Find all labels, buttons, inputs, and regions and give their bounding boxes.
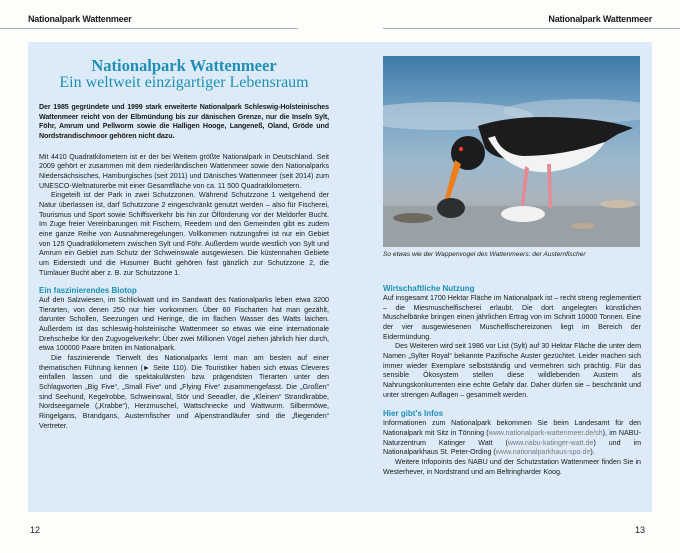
body-paragraph: Weitere Infopoints des NABU und der Schutzstation Wattenmeer finden Sie in Westerhever, in Nordstrand und am Beltringharder Koog. — [383, 457, 641, 476]
text-span: ) und im Nationalparkhaus St. Peter-Ording ( — [383, 438, 641, 457]
header-rule-right — [383, 28, 680, 29]
text-span: Informationen zum Nationalpark bekommen Sie beim Landesamt für den Nationalpark mit Sitz in Tönning ( — [383, 419, 641, 437]
body-paragraph: Die faszinierende Tierwelt des Nationalparks lernt man am besten auf einer thematischen Führung kennen (► Seite 110). Die Touristiker haben sich etwas Cleveres einfallen lassen und die spektakulärsten bzw. prägendsten Tierarten unter den Schlagworten „Big Five“, „Small Five“ und „Flying Five“ zusammengefasst. Die „Großen“ sind Seehund, Kegelrobbe, Schweinswal, Stör und Seeadler, die „Kleinen“ Strandkrabbe, Nordseegarnele („Krabbe“), Herzmuschel, Wattschnecke und Wattwurm. Silbermöwe, Ringelgans, Brandgans, Austernfischer und Alpenstrandläufer sind die „fliegenden“ Vertreter. — [39, 354, 329, 430]
left-column — [39, 103, 329, 431]
page-number-right: 13 — [634, 525, 645, 535]
text-span: ), im NABU-Naturzentrum Katinger Watt ( — [383, 428, 641, 447]
photo-caption: So etwas wie der Wappenvogel des Wattenmeers: der Austernfischer — [383, 251, 586, 258]
header-rule-left — [0, 28, 298, 29]
link-nationalpark-wattenmeer[interactable]: www.nationalpark-wattenmeer.de/sh — [488, 428, 603, 437]
running-head-left: Nationalpark Wattenmeer — [28, 14, 132, 24]
body-paragraph: Auf insgesamt 1700 Hektar Fläche im Nationalpark ist – recht streng reglementiert – die Miesmuschelfischerei erlaubt. Die dort angelegten künstlichen Muschelbänke bringen einen jährlichen Ertrag von im Schnitt 10000 Tonnen. Eine der vier ausgewiesenen Muschelfischereizonen liegt im Bereich der Eidermündung. — [383, 294, 641, 341]
page-number-left: 12 — [30, 525, 41, 535]
body-paragraph: Mit 4410 Quadratkilometern ist er der bei Weitem größte Nationalpark in Deutschland. Seit 2009 gehört er zusammen mit dem niederländischen Wattenmeer sowie den Nationalparks Niedersächsisches, Hamburgisches (seit 2011) und Dänisches Wattenmeer (seit 2014) zum UNESCO-Weltnaturerbe mit einer Gesamtfläche von ca. 11 500 Quadratkilometern. — [39, 152, 329, 190]
oystercatcher-photo — [383, 56, 640, 247]
oystercatcher-photo-icon — [383, 56, 640, 247]
body-paragraph-infos — [383, 419, 641, 458]
page-title — [28, 57, 340, 91]
section-heading-nutzung: Wirtschaftliche Nutzung — [383, 284, 475, 293]
section-heading-infos: Hier gibt's Infos — [383, 409, 444, 419]
text-span: ). — [590, 448, 595, 457]
lead-paragraph: Der 1985 gegründete und 1999 stark erweiterte Nationalpark Schleswig-Holsteinisches Wattenmeer reicht von der Elbmündung bis zur dänischen Grenze, nur die Inseln Sylt, Föhr, Amrum und Pellworm sowie die Halligen Hooge, Langeneß, Oland, Gröde und Nordstrandischmoor gehören nicht dazu. — [39, 103, 329, 140]
section-heading-biotop: Ein faszinierendes Biotop — [39, 286, 137, 296]
title-subtitle: Ein weltweit einzigartiger Lebensraum — [59, 74, 309, 91]
body-paragraph: Auf den Salzwiesen, im Schlickwatt und im Sandwatt des Nationalparks leben etwa 3200 Tierarten, von denen 250 nur hier vorkommen. Über 60 Fischarten hat man gezählt, darunter Schollen, Seezungen und Heringe, die im flachen Wasser des Watts laichen. Außerdem ist das schleswig-holsteinische Wattenmeer so etwas wie eine internationale Drehscheibe für den Zugvogelverkehr: Über zwei Millionen Vögel ziehen jährlich hier durch, etwa 100000 Paare brüten im Nationalpark. — [39, 296, 329, 353]
body-paragraph: Eingeteilt ist der Park in zwei Schutzzonen. Während Schutzzone 1 weitgehend der Natur überlassen ist, darf Schutzzone 2 eingeschränkt genutzt werden – also für Fischerei, Tourismus und Sport sowie Schiffsverkehr bis hin zur Ölförderung vor der Meldorfer Bucht. Im Zuge freier Vereinbarungen mit Fischern, Reedern und den Gemeinden gibt es zudem eine ganze Reihe von Ausnahmeregelungen. Vollkommen nutzungsfrei ist nur ein Gebiet von 125 Quadratkilometern zwischen Sylt und Föhr. Außerdem wurde westlich von Sylt und Amrum ein Gebiet zum Schutz der Schweinswale ausgewiesen. Die küstennahen Gebiete um Eiderstedt und die Husumer Bucht gehören fast gänzlich zur Schutzzone 2, die Tümlauer Bucht aber z. B. zur Schutzzone 1. — [39, 191, 329, 277]
title-main: Nationalpark Wattenmeer — [91, 56, 277, 75]
right-column — [383, 284, 641, 477]
body-paragraph: Des Weiteren wird seit 1986 vor List (Sylt) auf 30 Hektar Fläche die unter dem Namen „Sylter Royal“ bekannte Pazifische Auster gezüchtet. Leider machen sich immer wieder Exemplare selbstständig und vermehren sich prächtig. Für das sensible Ökosystem stellen diese wildlebenden Austern als Nahrungskonkurrenten eine echte Gefahr dar. Daher dürfen sie – beschränkt und unter strengen Auflagen – gesammelt werden. — [383, 342, 641, 399]
running-head-right: Nationalpark Wattenmeer — [548, 14, 652, 24]
link-nationalparkhaus-spo[interactable]: www.nationalparkhaus-spo.de — [495, 448, 591, 457]
link-nabu-katinger-watt[interactable]: www.nabu-katinger-watt.de — [507, 438, 594, 447]
